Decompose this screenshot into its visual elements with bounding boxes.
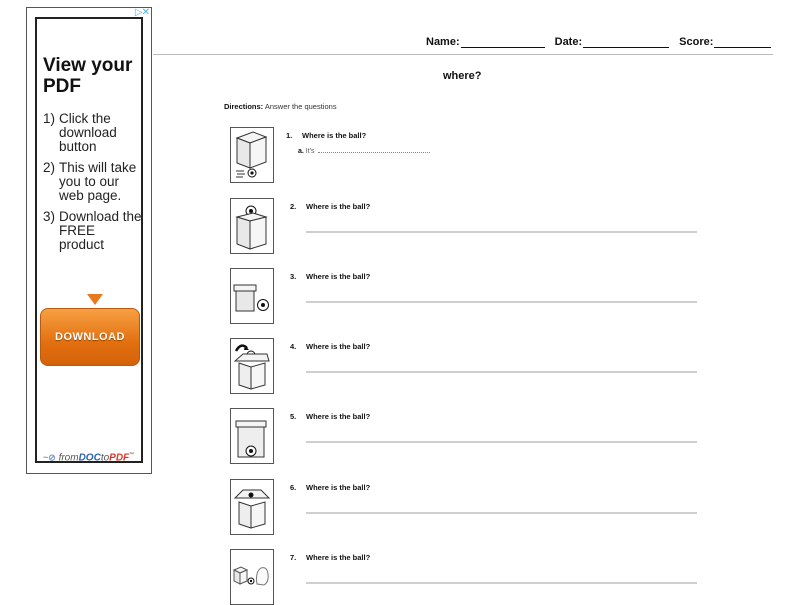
question-label: Where is the ball? [306,412,371,421]
date-blank[interactable] [583,36,669,48]
ad-step [43,161,143,203]
answer-starter: It's [305,148,315,155]
brand-swirl-icon: ~⊘ [43,452,56,463]
question-number: 7. [290,553,297,562]
score-label: Score: [679,36,714,48]
answer-sub-label: a. [298,148,304,155]
worksheet-header-fields [426,36,781,48]
question-text [290,202,370,211]
answer-line[interactable] [306,441,697,443]
ad-step-number: 1) [43,111,56,126]
ad-banner [26,7,152,474]
question-text [290,553,370,562]
answer-line[interactable] [306,582,697,584]
question-text [286,131,366,140]
question-number: 2. [290,202,297,211]
question-number: 6. [290,483,297,492]
ball-in-open-box-image [230,479,274,535]
question-label: Where is the ball? [306,202,371,211]
ad-step-number: 3) [43,209,56,224]
question-number: 1. [286,131,293,140]
download-button[interactable]: DOWNLOAD [40,308,140,366]
brand-doc: DOC [78,452,101,464]
worksheet-title: where? [443,70,482,82]
ad-title-line1: View your [43,55,133,76]
score-field[interactable] [679,36,771,48]
brand-logo [43,452,134,463]
ball-between-box-and-dog-image [230,549,274,605]
trademark: ™ [129,452,135,458]
question-text [290,483,370,492]
ad-step-text: Download the FREE product [59,209,142,252]
ball-into-box-image [230,338,274,394]
score-blank[interactable] [714,36,771,48]
ad-frame [35,17,143,463]
header-divider [153,54,773,55]
question-number: 5. [290,412,297,421]
date-label: Date: [554,36,583,48]
answer-line[interactable] [306,512,697,514]
ball-in-box-image [230,408,274,464]
directions-label: Directions: [224,102,264,111]
question-label: Where is the ball? [306,342,371,351]
question-text [290,342,370,351]
ball-on-box-image [230,198,274,254]
question-number: 3. [290,272,297,281]
name-blank[interactable] [461,36,545,48]
question-text [290,412,370,421]
answer-line[interactable] [306,301,697,303]
ad-step-text: This will take you to our web page. [59,160,137,203]
adchoices-close-icon[interactable]: ▷✕ [134,7,149,18]
question-label: Where is the ball? [306,483,371,492]
date-field[interactable] [555,36,670,48]
name-label: Name: [426,36,460,48]
ad-steps [43,112,143,259]
ad-title-line2: PDF [43,76,81,97]
answer-line[interactable] [306,231,697,233]
brand-pdf: PDF [109,452,130,464]
ad-step [43,112,143,154]
brand-to: to [100,452,110,464]
answer-dotted-line[interactable] [318,152,430,153]
question-label: Where is the ball? [306,272,371,281]
answer-line[interactable] [306,371,697,373]
question-label: Where is the ball? [306,553,371,562]
name-field[interactable] [426,36,545,48]
directions [224,102,337,111]
ad-step-number: 2) [43,160,56,175]
question-text [290,272,370,281]
down-arrow-icon [87,294,103,305]
ball-under-box-image [230,127,274,183]
directions-text: Answer the questions [264,102,337,111]
ad-step-text: Click the download button [59,111,117,154]
question-label: Where is the ball? [302,131,367,140]
ad-step [43,210,143,252]
answer-prompt[interactable] [298,148,430,155]
question-number: 4. [290,342,297,351]
brand-from: from [58,452,79,464]
ball-next-to-box-image [230,268,274,324]
ad-title [43,55,132,97]
